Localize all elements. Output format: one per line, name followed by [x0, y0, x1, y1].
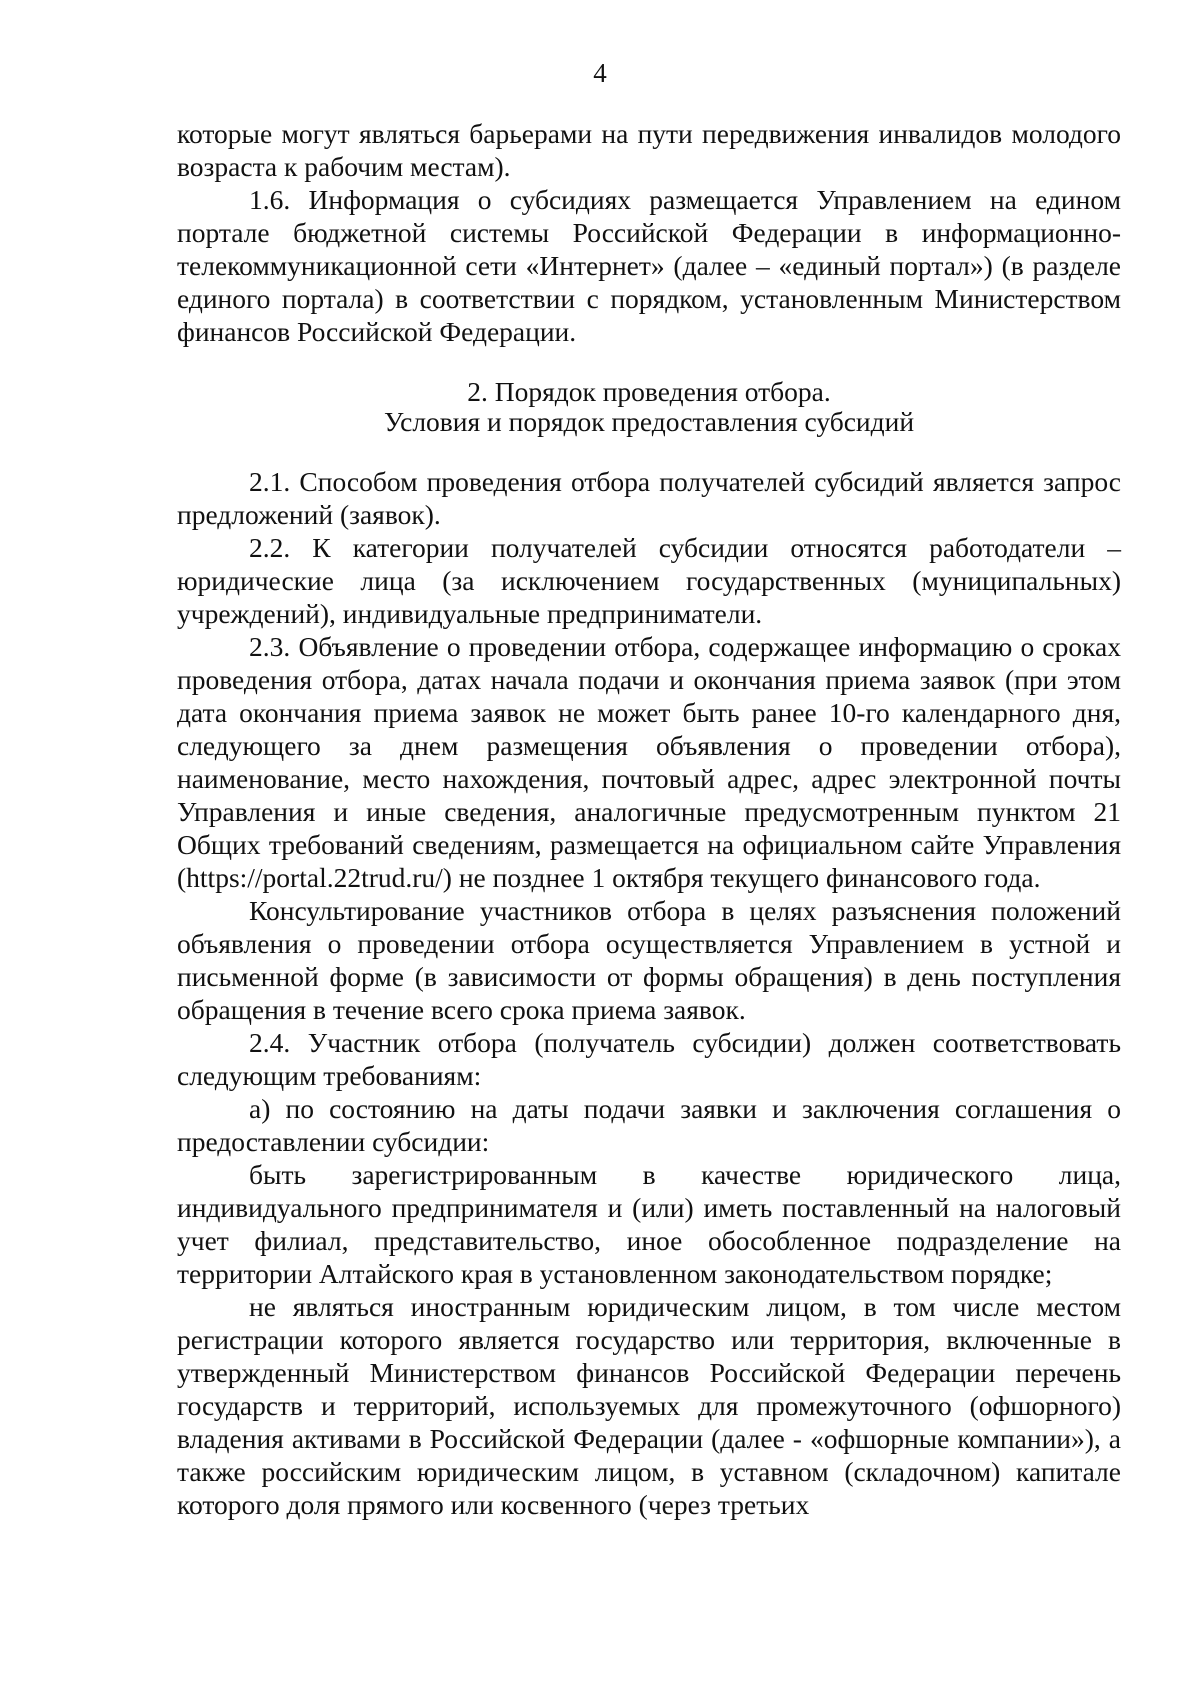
paragraph: 2.3. Объявление о проведении отбора, содержащее информацию о сроках проведения отбора, датах начала подачи и окончания приема заявок (при этом дата окончания приема заявок не может быть ранее 10-го календарного дня, следующего за днем размещения объявления о проведении отбора), наименование, место нахождения, почтовый адрес, адрес электронной почты Управления и иные сведения, аналогичные предусмотренным пунктом 21 Общих требований сведениям, размещается на официальном сайте Управления (https://portal.22trud.ru/) не позднее 1 октября текущего финансового года.	[177, 631, 1121, 893]
paragraph: быть зарегистрированным в качестве юридического лица, индивидуального предпринимателя и (или) иметь поставленный на налоговый учет филиал, представительство, иное обособленное подразделение на территории Алтайского края в установленном законодательством порядке;	[177, 1159, 1121, 1289]
section-heading	[177, 377, 1121, 437]
section-heading-line: Условия и порядок предоставления субсидий	[383, 406, 915, 437]
paragraph: 2.1. Способом проведения отбора получателей субсидий является запрос предложений (заявок).	[177, 466, 1121, 530]
paragraph: 2.2. К категории получателей субсидии относятся работодатели – юридические лица (за исключением государственных (муниципальных) учреждений), индивидуальные предприниматели.	[177, 532, 1121, 629]
section-heading-line: 2. Порядок проведения отбора.	[467, 376, 831, 407]
paragraph: 2.4. Участник отбора (получатель субсидии) должен соответствовать следующим требованиям:	[177, 1027, 1121, 1091]
page-number: 4	[593, 58, 607, 88]
paragraph: 1.6. Информация о субсидиях размещается Управлением на едином портале бюджетной системы Российской Федерации в информационно-телекоммуникационной сети «Интернет» (далее – «единый портал») (в разделе единого портала) в соответствии с порядком, установленным Министерством финансов Российской Федерации.	[177, 184, 1121, 347]
paragraph: Консультирование участников отбора в целях разъяснения положений объявления о проведении отбора осуществляется Управлением в устной и письменной форме (в зависимости от формы обращения) в день поступления обращения в течение всего срока приема заявок.	[177, 895, 1121, 1025]
paragraph: которые могут являться барьерами на пути передвижения инвалидов молодого возраста к рабочим местам).	[177, 118, 1121, 182]
document-body	[177, 117, 1121, 1521]
paragraph: а) по состоянию на даты подачи заявки и заключения соглашения о предоставлении субсидии:	[177, 1093, 1121, 1157]
paragraph: не являться иностранным юридическим лицом, в том числе местом регистрации которого является государство или территория, включенные в утвержденный Министерством финансов Российской Федерации перечень государств и территорий, используемых для промежуточного (офшорного) владения активами в Российской Федерации (далее - «офшорные компании»), а также российским юридическим лицом, в уставном (складочном) капитале которого доля прямого или косвенного (через третьих	[177, 1291, 1121, 1520]
